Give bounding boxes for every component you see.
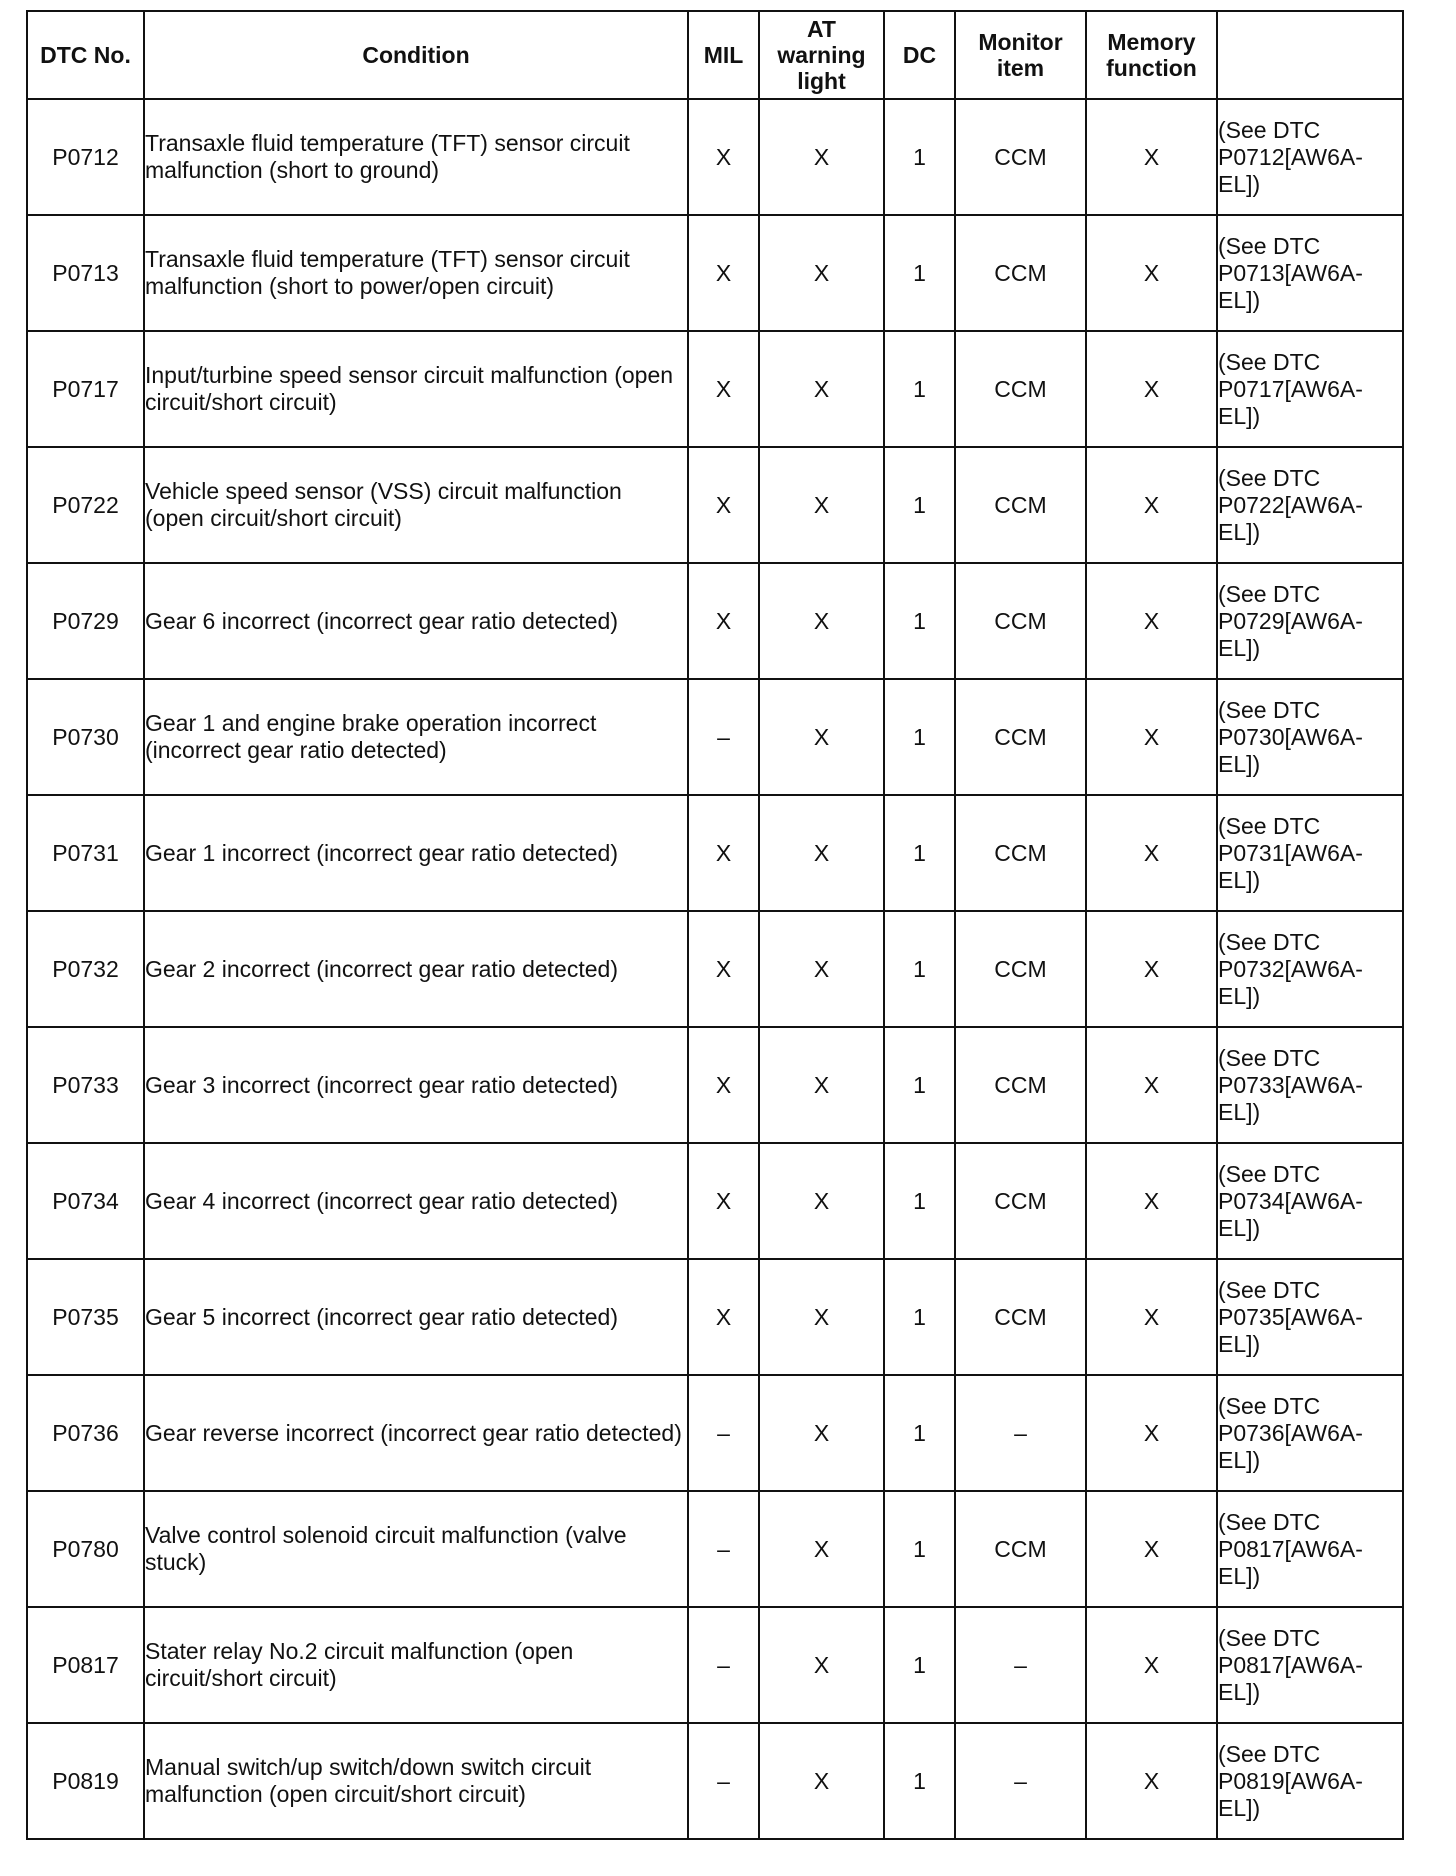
memory-cell: X xyxy=(1086,1027,1217,1143)
at-warning-cell: X xyxy=(759,1375,884,1491)
reference-line1: (See DTC xyxy=(1218,1044,1321,1071)
reference-line3: EL]) xyxy=(1218,1330,1261,1357)
reference-line2: P0713[AW6A- xyxy=(1218,259,1363,286)
monitor-cell: CCM xyxy=(955,99,1086,215)
reference-link-cell[interactable] xyxy=(1217,795,1403,911)
reference-link-cell[interactable] xyxy=(1217,1259,1403,1375)
at-warning-cell: X xyxy=(759,447,884,563)
reference-link-cell[interactable] xyxy=(1217,911,1403,1027)
dtc-code-cell: P0817 xyxy=(27,1607,144,1723)
condition-cell: Gear 2 incorrect (incorrect gear ratio detected) xyxy=(144,911,688,1027)
dc-cell: 1 xyxy=(884,911,955,1027)
condition-cell: Transaxle fluid temperature (TFT) sensor circuit malfunction (short to power/open circuit) xyxy=(144,215,688,331)
mil-cell: X xyxy=(688,215,759,331)
reference-line2: P0712[AW6A- xyxy=(1218,143,1363,170)
reference-line2: P0732[AW6A- xyxy=(1218,955,1363,982)
condition-cell: Gear 6 incorrect (incorrect gear ratio detected) xyxy=(144,563,688,679)
reference-line3: EL]) xyxy=(1218,1098,1261,1125)
reference-line2: P0735[AW6A- xyxy=(1218,1303,1363,1330)
table-row xyxy=(27,1491,1403,1607)
at-warning-cell: X xyxy=(759,795,884,911)
dc-cell: 1 xyxy=(884,1491,955,1607)
condition-cell: Stater relay No.2 circuit malfunction (open circuit/short circuit) xyxy=(144,1607,688,1723)
table-row xyxy=(27,447,1403,563)
mil-cell: – xyxy=(688,1375,759,1491)
mil-cell: X xyxy=(688,1143,759,1259)
dtc-code-cell: P0733 xyxy=(27,1027,144,1143)
mil-cell: X xyxy=(688,1259,759,1375)
at-warning-cell: X xyxy=(759,1027,884,1143)
header-dtc-no: DTC No. xyxy=(27,11,144,99)
reference-link-cell[interactable] xyxy=(1217,1375,1403,1491)
reference-line1: (See DTC xyxy=(1218,812,1321,839)
condition-cell: Gear 1 incorrect (incorrect gear ratio detected) xyxy=(144,795,688,911)
condition-cell: Gear 4 incorrect (incorrect gear ratio detected) xyxy=(144,1143,688,1259)
monitor-cell: CCM xyxy=(955,1027,1086,1143)
reference-line3: EL]) xyxy=(1218,1562,1261,1589)
table-header-row xyxy=(27,11,1403,99)
table-row xyxy=(27,1607,1403,1723)
memory-cell: X xyxy=(1086,795,1217,911)
dtc-code-cell: P0712 xyxy=(27,99,144,215)
mil-cell: X xyxy=(688,99,759,215)
dtc-code-cell: P0735 xyxy=(27,1259,144,1375)
mil-cell: X xyxy=(688,1027,759,1143)
monitor-cell: CCM xyxy=(955,215,1086,331)
monitor-cell: – xyxy=(955,1375,1086,1491)
reference-line3: EL]) xyxy=(1218,634,1261,661)
reference-line2: P0817[AW6A- xyxy=(1218,1535,1363,1562)
monitor-cell: – xyxy=(955,1723,1086,1839)
dtc-code-cell: P0736 xyxy=(27,1375,144,1491)
table-row xyxy=(27,1259,1403,1375)
reference-line1: (See DTC xyxy=(1218,232,1321,259)
dtc-code-cell: P0734 xyxy=(27,1143,144,1259)
monitor-cell: CCM xyxy=(955,1143,1086,1259)
table-row xyxy=(27,1027,1403,1143)
reference-link-cell[interactable] xyxy=(1217,679,1403,795)
reference-line1: (See DTC xyxy=(1218,116,1321,143)
dtc-table-sheet xyxy=(26,10,1402,1840)
header-monitor-item xyxy=(955,11,1086,99)
memory-cell: X xyxy=(1086,563,1217,679)
table-row xyxy=(27,795,1403,911)
reference-line2: P0817[AW6A- xyxy=(1218,1651,1363,1678)
dc-cell: 1 xyxy=(884,1143,955,1259)
reference-line2: P0819[AW6A- xyxy=(1218,1767,1363,1794)
reference-line1: (See DTC xyxy=(1218,580,1321,607)
table-row xyxy=(27,563,1403,679)
header-at-warning-line1: AT xyxy=(807,16,836,42)
reference-link-cell[interactable] xyxy=(1217,1143,1403,1259)
table-row xyxy=(27,99,1403,215)
header-condition: Condition xyxy=(144,11,688,99)
dtc-code-cell: P0722 xyxy=(27,447,144,563)
at-warning-cell: X xyxy=(759,911,884,1027)
reference-line3: EL]) xyxy=(1218,286,1261,313)
reference-line2: P0717[AW6A- xyxy=(1218,375,1363,402)
dc-cell: 1 xyxy=(884,447,955,563)
mil-cell: – xyxy=(688,1723,759,1839)
reference-line1: (See DTC xyxy=(1218,1276,1321,1303)
dc-cell: 1 xyxy=(884,679,955,795)
reference-link-cell[interactable] xyxy=(1217,1027,1403,1143)
mil-cell: – xyxy=(688,1491,759,1607)
condition-cell: Input/turbine speed sensor circuit malfunction (open circuit/short circuit) xyxy=(144,331,688,447)
header-reference xyxy=(1217,11,1403,99)
header-memory-function xyxy=(1086,11,1217,99)
dc-cell: 1 xyxy=(884,1723,955,1839)
monitor-cell: – xyxy=(955,1607,1086,1723)
table-row xyxy=(27,911,1403,1027)
reference-line3: EL]) xyxy=(1218,1214,1261,1241)
mil-cell: X xyxy=(688,563,759,679)
reference-line3: EL]) xyxy=(1218,518,1261,545)
at-warning-cell: X xyxy=(759,679,884,795)
reference-link-cell[interactable] xyxy=(1217,99,1403,215)
memory-cell: X xyxy=(1086,215,1217,331)
condition-cell: Gear 1 and engine brake operation incorrect (incorrect gear ratio detected) xyxy=(144,679,688,795)
reference-line3: EL]) xyxy=(1218,170,1261,197)
reference-line3: EL]) xyxy=(1218,750,1261,777)
dtc-code-cell: P0819 xyxy=(27,1723,144,1839)
reference-link-cell[interactable] xyxy=(1217,447,1403,563)
reference-line2: P0722[AW6A- xyxy=(1218,491,1363,518)
at-warning-cell: X xyxy=(759,1259,884,1375)
reference-line2: P0731[AW6A- xyxy=(1218,839,1363,866)
at-warning-cell: X xyxy=(759,1723,884,1839)
reference-line3: EL]) xyxy=(1218,866,1261,893)
dtc-table xyxy=(26,10,1404,1840)
memory-cell: X xyxy=(1086,99,1217,215)
reference-line3: EL]) xyxy=(1218,402,1261,429)
memory-cell: X xyxy=(1086,1259,1217,1375)
reference-line1: (See DTC xyxy=(1218,928,1321,955)
condition-cell: Gear 3 incorrect (incorrect gear ratio detected) xyxy=(144,1027,688,1143)
monitor-cell: CCM xyxy=(955,795,1086,911)
mil-cell: X xyxy=(688,331,759,447)
at-warning-cell: X xyxy=(759,1143,884,1259)
memory-cell: X xyxy=(1086,1143,1217,1259)
mil-cell: – xyxy=(688,679,759,795)
header-at-warning-light xyxy=(759,11,884,99)
mil-cell: X xyxy=(688,795,759,911)
monitor-cell: CCM xyxy=(955,331,1086,447)
reference-line1: (See DTC xyxy=(1218,1392,1321,1419)
header-dc: DC xyxy=(884,11,955,99)
at-warning-cell: X xyxy=(759,331,884,447)
reference-link-cell[interactable] xyxy=(1217,1491,1403,1607)
at-warning-cell: X xyxy=(759,99,884,215)
memory-cell: X xyxy=(1086,1723,1217,1839)
reference-link-cell[interactable] xyxy=(1217,215,1403,331)
at-warning-cell: X xyxy=(759,563,884,679)
header-memory-line1: Memory xyxy=(1107,29,1196,55)
reference-line3: EL]) xyxy=(1218,1794,1261,1821)
mil-cell: – xyxy=(688,1607,759,1723)
reference-line2: P0730[AW6A- xyxy=(1218,723,1363,750)
at-warning-cell: X xyxy=(759,1491,884,1607)
condition-cell: Gear reverse incorrect (incorrect gear ratio detected) xyxy=(144,1375,688,1491)
reference-line1: (See DTC xyxy=(1218,348,1321,375)
reference-line3: EL]) xyxy=(1218,1678,1261,1705)
mil-cell: X xyxy=(688,911,759,1027)
reference-link-cell[interactable] xyxy=(1217,1607,1403,1723)
memory-cell: X xyxy=(1086,679,1217,795)
monitor-cell: CCM xyxy=(955,679,1086,795)
dc-cell: 1 xyxy=(884,215,955,331)
monitor-cell: CCM xyxy=(955,563,1086,679)
memory-cell: X xyxy=(1086,911,1217,1027)
reference-line1: (See DTC xyxy=(1218,1740,1321,1767)
table-row xyxy=(27,1723,1403,1839)
dc-cell: 1 xyxy=(884,795,955,911)
monitor-cell: CCM xyxy=(955,1259,1086,1375)
dc-cell: 1 xyxy=(884,1375,955,1491)
reference-line1: (See DTC xyxy=(1218,464,1321,491)
dc-cell: 1 xyxy=(884,563,955,679)
reference-line2: P0734[AW6A- xyxy=(1218,1187,1363,1214)
memory-cell: X xyxy=(1086,1491,1217,1607)
dc-cell: 1 xyxy=(884,1027,955,1143)
header-at-warning-line3: light xyxy=(797,68,846,94)
monitor-cell: CCM xyxy=(955,911,1086,1027)
mil-cell: X xyxy=(688,447,759,563)
dc-cell: 1 xyxy=(884,1259,955,1375)
reference-line1: (See DTC xyxy=(1218,1160,1321,1187)
table-row xyxy=(27,331,1403,447)
at-warning-cell: X xyxy=(759,1607,884,1723)
condition-cell: Valve control solenoid circuit malfunction (valve stuck) xyxy=(144,1491,688,1607)
reference-line3: EL]) xyxy=(1218,1446,1261,1473)
dc-cell: 1 xyxy=(884,1607,955,1723)
monitor-cell: CCM xyxy=(955,447,1086,563)
dtc-code-cell: P0732 xyxy=(27,911,144,1027)
header-monitor-line2: item xyxy=(996,55,1045,81)
dc-cell: 1 xyxy=(884,331,955,447)
monitor-cell: CCM xyxy=(955,1491,1086,1607)
dtc-code-cell: P0731 xyxy=(27,795,144,911)
header-mil: MIL xyxy=(688,11,759,99)
condition-cell: Gear 5 incorrect (incorrect gear ratio detected) xyxy=(144,1259,688,1375)
dtc-code-cell: P0730 xyxy=(27,679,144,795)
header-memory-line2: function xyxy=(1106,55,1197,81)
reference-line3: EL]) xyxy=(1218,982,1261,1009)
table-row xyxy=(27,215,1403,331)
reference-line1: (See DTC xyxy=(1218,1508,1321,1535)
reference-link-cell[interactable] xyxy=(1217,331,1403,447)
dtc-code-cell: P0713 xyxy=(27,215,144,331)
reference-line1: (See DTC xyxy=(1218,696,1321,723)
condition-cell: Transaxle fluid temperature (TFT) sensor circuit malfunction (short to ground) xyxy=(144,99,688,215)
reference-link-cell[interactable] xyxy=(1217,1723,1403,1839)
reference-line2: P0736[AW6A- xyxy=(1218,1419,1363,1446)
header-at-warning-line2: warning xyxy=(777,42,866,68)
dc-cell: 1 xyxy=(884,99,955,215)
memory-cell: X xyxy=(1086,1375,1217,1491)
dtc-code-cell: P0717 xyxy=(27,331,144,447)
at-warning-cell: X xyxy=(759,215,884,331)
condition-cell: Manual switch/up switch/down switch circuit malfunction (open circuit/short circuit) xyxy=(144,1723,688,1839)
memory-cell: X xyxy=(1086,447,1217,563)
memory-cell: X xyxy=(1086,1607,1217,1723)
reference-line2: P0733[AW6A- xyxy=(1218,1071,1363,1098)
memory-cell: X xyxy=(1086,331,1217,447)
condition-cell: Vehicle speed sensor (VSS) circuit malfunction (open circuit/short circuit) xyxy=(144,447,688,563)
header-monitor-line1: Monitor xyxy=(978,29,1063,55)
table-row xyxy=(27,679,1403,795)
reference-line1: (See DTC xyxy=(1218,1624,1321,1651)
reference-link-cell[interactable] xyxy=(1217,563,1403,679)
table-row xyxy=(27,1375,1403,1491)
dtc-code-cell: P0729 xyxy=(27,563,144,679)
table-row xyxy=(27,1143,1403,1259)
reference-line2: P0729[AW6A- xyxy=(1218,607,1363,634)
dtc-code-cell: P0780 xyxy=(27,1491,144,1607)
